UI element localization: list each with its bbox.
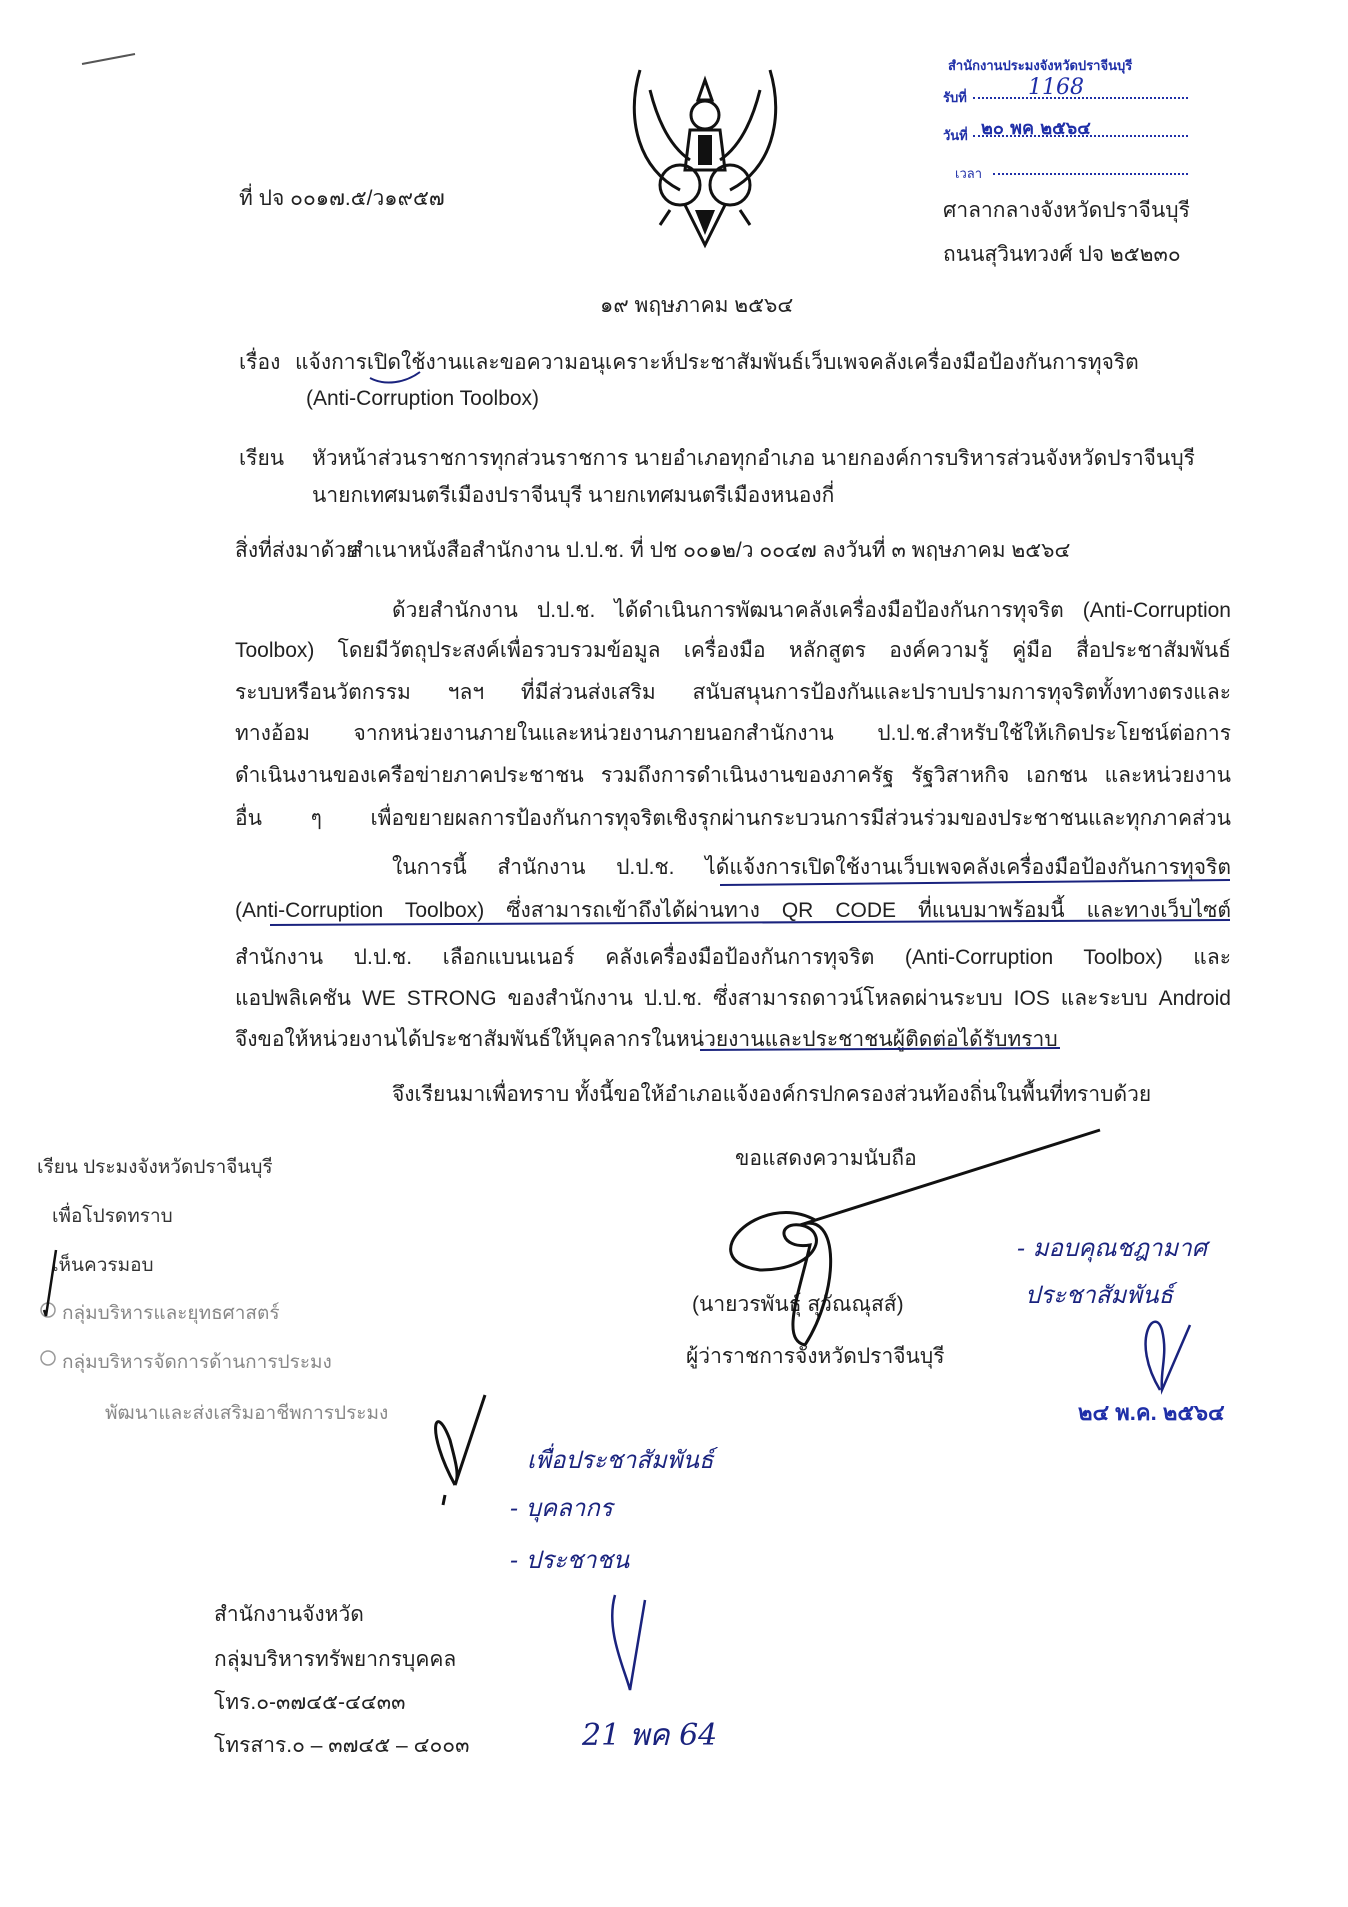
body-para1-line: อื่น ๆ เพื่อขยายผลการป้องกันการทุจริตเชิงรุกผ่านกระบวนการมีส่วนร่วมของประชาชนและทุกภาคส่วน: [235, 807, 1231, 830]
routing-option-checked: กลุ่มบริหารและยุทธศาสตร์: [62, 1303, 280, 1324]
body-para1-line: ด้วยสำนักงาน ป.ป.ช. ได้ดำเนินการพัฒนาคลังเครื่องมือป้องกันการทุจริต (Anti-Corruption: [392, 599, 1231, 622]
contact-fax: โทรสาร.๐ – ๓๗๔๕ – ๔๐๐๓: [214, 1734, 470, 1757]
body-para1-line: ดำเนินงานของเครือข่ายภาคประชาชน รวมถึงการดำเนินงานของภาครัฐ รัฐวิสาหกิจ เอกชน และหน่วยงาน: [235, 764, 1231, 787]
address-line1: ศาลากลางจังหวัดปราจีนบุรี: [943, 199, 1190, 222]
routing-option: กลุ่มบริหารจัดการด้านการประมง: [62, 1352, 332, 1373]
routing-note-line: พัฒนาและส่งเสริมอาชีพการประมง: [105, 1403, 389, 1424]
handwritten-assign: - มอบคุณชฎามาศ: [1017, 1234, 1207, 1262]
stamp-date-label: วันที่: [943, 128, 968, 143]
handwritten-instruction: เพื่อประชาสัมพันธ์: [527, 1446, 714, 1474]
handwritten-assign: ประชาสัมพันธ์: [1025, 1281, 1174, 1309]
body-para2-line: จึงขอให้หน่วยงานได้ประชาสัมพันธ์ให้บุคลากรในหน่วยงานและประชาชนผู้ติดต่อได้รับทราบ: [235, 1028, 1058, 1051]
handwritten-initial: [605, 1590, 655, 1700]
enclosure-label: สิ่งที่ส่งมาด้วย: [235, 539, 359, 562]
handwritten-initial: [425, 1390, 495, 1500]
body-para2-line: ในการนี้ สำนักงาน ป.ป.ช. ได้แจ้งการเปิดใช้งานเว็บเพจคลังเครื่องมือป้องกันการทุจริต: [392, 856, 1231, 879]
subject-label: เรื่อง: [239, 351, 281, 374]
routing-note-line: เรียน ประมงจังหวัดปราจีนบุรี: [37, 1157, 273, 1178]
to-label: เรียน: [239, 447, 285, 470]
handwritten-center-date: 21 พค 64: [582, 1718, 718, 1753]
checkbox-circles: [36, 1300, 66, 1380]
signatory-title: ผู้ว่าราชการจังหวัดปราจีนบุรี: [686, 1345, 945, 1368]
contact-phone: โทร.๐-๓๗๔๕-๔๔๓๓: [214, 1691, 406, 1714]
address-line2: ถนนสุวินทวงศ์ ปจ ๒๕๒๓๐: [943, 243, 1181, 266]
reference-number: ที่ ปจ ๐๐๑๗.๕/ว๑๙๕๗: [239, 187, 445, 210]
stamp-time-label: เวลา: [955, 166, 983, 181]
signatory-name: (นายวรพันธุ์ สุวัณณุสส์): [692, 1293, 904, 1316]
stamp-office: สำนักงานประมงจังหวัดปราจีนบุรี: [948, 58, 1133, 73]
stamp-date: ๒๐ พค ๒๕๖๔: [981, 118, 1091, 139]
handwritten-instruction: - ประชาชน: [510, 1546, 630, 1574]
body-para1-line: ทางอ้อม จากหน่วยงานภายในและหน่วยงานภายนอกสำนักงาน ป.ป.ช.สำหรับใช้ให้เกิดประโยชน์ต่อการ: [235, 722, 1231, 745]
to-line2: นายกเทศมนตรีเมืองปราจีนบุรี นายกเทศมนตรีเมืองหนองกี่: [312, 484, 835, 507]
enclosure-text: สำเนาหนังสือสำนักงาน ป.ป.ช. ที่ ปช ๐๐๑๒/ว ๐๐๔๗ ลงวันที่ ๓ พฤษภาคม ๒๕๖๔: [350, 539, 1071, 562]
contact-division: กลุ่มบริหารทรัพยากรบุคคล: [214, 1648, 457, 1671]
handwritten-initial: [1140, 1310, 1200, 1400]
body-para2-line: แอปพลิเคชัน WE STRONG ของสำนักงาน ป.ป.ช. ซึ่งสามารถดาวน์โหลดผ่านระบบ IOS และระบบ Android: [235, 987, 1231, 1010]
document-date: ๑๙ พฤษภาคม ๒๕๖๔: [600, 294, 794, 317]
body-para1-line: Toolbox) โดยมีวัตถุประสงค์เพื่อรวบรวมข้อมูล เครื่องมือ หลักสูตร องค์ความรู้ คู่มือ สื่อประชาสัมพันธ์: [235, 639, 1231, 662]
closing-salutation: ขอแสดงความนับถือ: [735, 1147, 917, 1170]
body-para3: จึงเรียนมาเพื่อทราบ ทั้งนี้ขอให้อำเภอแจ้งองค์กรปกครองส่วนท้องถิ่นในพื้นที่ทราบด้วย: [392, 1083, 1152, 1106]
stamp-recv-label: รับที่: [943, 90, 967, 105]
routing-note-line: เห็นควรมอบ: [52, 1255, 154, 1276]
stamp-recv-number: 1168: [1028, 75, 1084, 100]
handwritten-right-date: ๒๔ พ.ค. ๒๕๖๔: [1078, 1400, 1225, 1425]
to-line1: หัวหน้าส่วนราชการทุกส่วนราชการ นายอำเภอทุกอำเภอ นายกองค์การบริหารส่วนจังหวัดปราจีนบุรี: [312, 447, 1195, 470]
body-para2-line: สำนักงาน ป.ป.ช. เลือกแบนเนอร์ คลังเครื่องมือป้องกันการทุจริต (Anti-Corruption Toolbox) และ: [235, 946, 1231, 969]
routing-note-line: เพื่อโปรดทราบ: [52, 1206, 173, 1227]
handwritten-instruction: - บุคลากร: [510, 1494, 613, 1522]
body-para1-line: ระบบหรือนวัตกรรม ฯลฯ ที่มีส่วนส่งเสริม สนับสนุนการป้องกันและปราบปรามการทุจริตทั้งทางตรงและ: [235, 681, 1231, 704]
subject-line1: แจ้งการเปิดใช้งานและขอความอนุเคราะห์ประชาสัมพันธ์เว็บเพจคลังเครื่องมือป้องกันการทุจริต: [295, 351, 1139, 374]
subject-line2: (Anti-Corruption Toolbox): [306, 387, 540, 410]
contact-office: สำนักงานจังหวัด: [214, 1603, 364, 1626]
body-para2-line: (Anti-Corruption Toolbox) ซึ่งสามารถเข้าถึงได้ผ่านทาง QR CODE ที่แนบมาพร้อมนี้ และทางเว็บไซต์: [235, 899, 1231, 922]
